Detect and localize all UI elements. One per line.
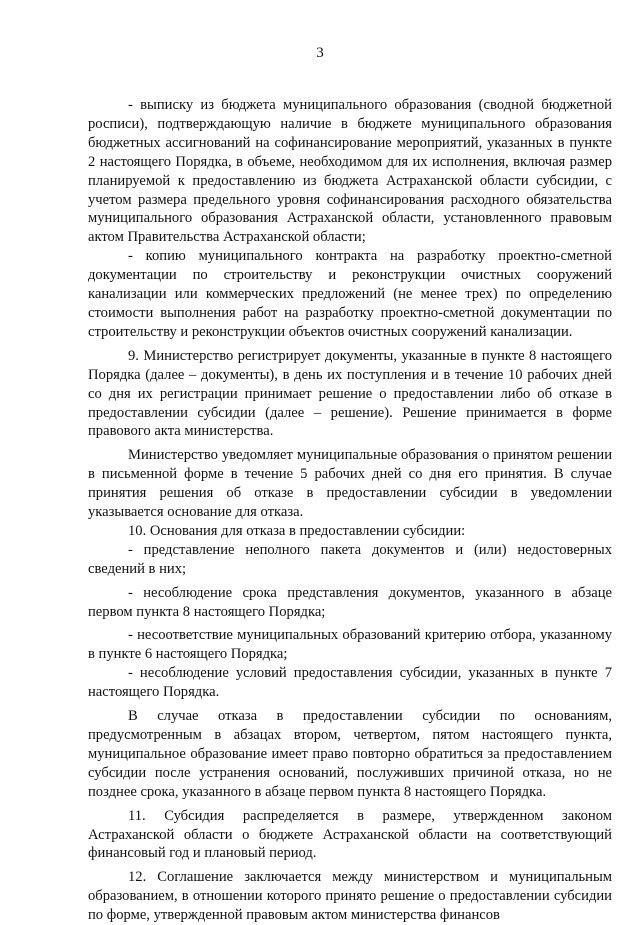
- paragraph-refusal-reason-1: - представление неполного пакета документов и (или) недостоверных сведений в них;: [88, 541, 612, 577]
- paragraph-refusal-reason-4: - несоблюдение условий предоставления субсидии, указанных в пункте 7 настоящего Порядка.: [88, 665, 612, 701]
- paragraph-refusal-reason-2: - несоблюдение срока представления документов, указанного в абзаце первом пункта 8 настоящего Порядка;: [88, 584, 612, 620]
- paragraph-item-9: 9. Министерство регистрирует документы, указанные в пункте 8 настоящего Порядка (далее – документы), в день их поступления и в течение 10 рабочих дней со дня их регистрации принимает решение о предоставлении либо об отказе в предоставлении субсидии (далее – решение). Решение принимается в форме правового акта министерства.: [88, 347, 612, 440]
- document-body: [88, 96, 612, 925]
- paragraph-budget-extract: - выписку из бюджета муниципального образования (сводной бюджетной росписи), подтверждающую наличие в бюджете муниципального образования бюджетных ассигнований на софинансирование мероприятий, указанных в пункте 2 настоящего Порядка, в объеме, необходимом для их исполнения, включая размер планируемой к предоставлению из бюджета Астраханской области субсидии, с учетом размера предельного уровня софинансирования расходного обязательства муниципального образования Астраханской области, установленного правовым актом Правительства Астраханской области;: [88, 97, 612, 246]
- page-number: 3: [316, 45, 324, 61]
- paragraph-reapplication: В случае отказа в предоставлении субсидии по основаниям, предусмотренным в абзацах втором, четвертом, пятом настоящего пункта, муниципальное образование имеет право повторно обратиться за предоставлением субсидии после устранения оснований, послуживших причиной отказа, но не позднее срока, указанного в абзаце первом пункта 8 настоящего Порядка.: [88, 708, 612, 800]
- paragraph-item-10: 10. Основания для отказа в предоставлении субсидии:: [128, 522, 466, 539]
- paragraph-contract-copy: - копию муниципального контракта на разработку проектно-сметной документации по строительству и реконструкции очистных сооружений канализации или коммерческих предложений (не менее трех) по определению стоимости выполнения работ на разработку проектно-сметной документации по строительству и реконструкции объектов очистных сооружений канализации.: [88, 248, 612, 340]
- paragraph-refusal-reason-3: - несоответствие муниципальных образований критерию отбора, указанному в пункте 6 настоящего Порядка;: [88, 627, 612, 663]
- paragraph-item-12: 12. Соглашение заключается между министерством и муниципальным образованием, в отношении которого принято решение о предоставлении субсидии по форме, утвержденной правовым актом министерства финансов: [88, 869, 612, 924]
- paragraph-item-11: 11. Субсидия распределяется в размере, утвержденном законом Астраханской области о бюджете Астраханской области на соответствующий финансовый год и плановый период.: [88, 807, 612, 862]
- paragraph-notification: Министерство уведомляет муниципальные образования о принятом решении в письменной форме в течение 5 рабочих дней со дня его принятия. В случае принятия решения об отказе в предоставлении субсидии в уведомлении указывается основание для отказа.: [88, 447, 612, 521]
